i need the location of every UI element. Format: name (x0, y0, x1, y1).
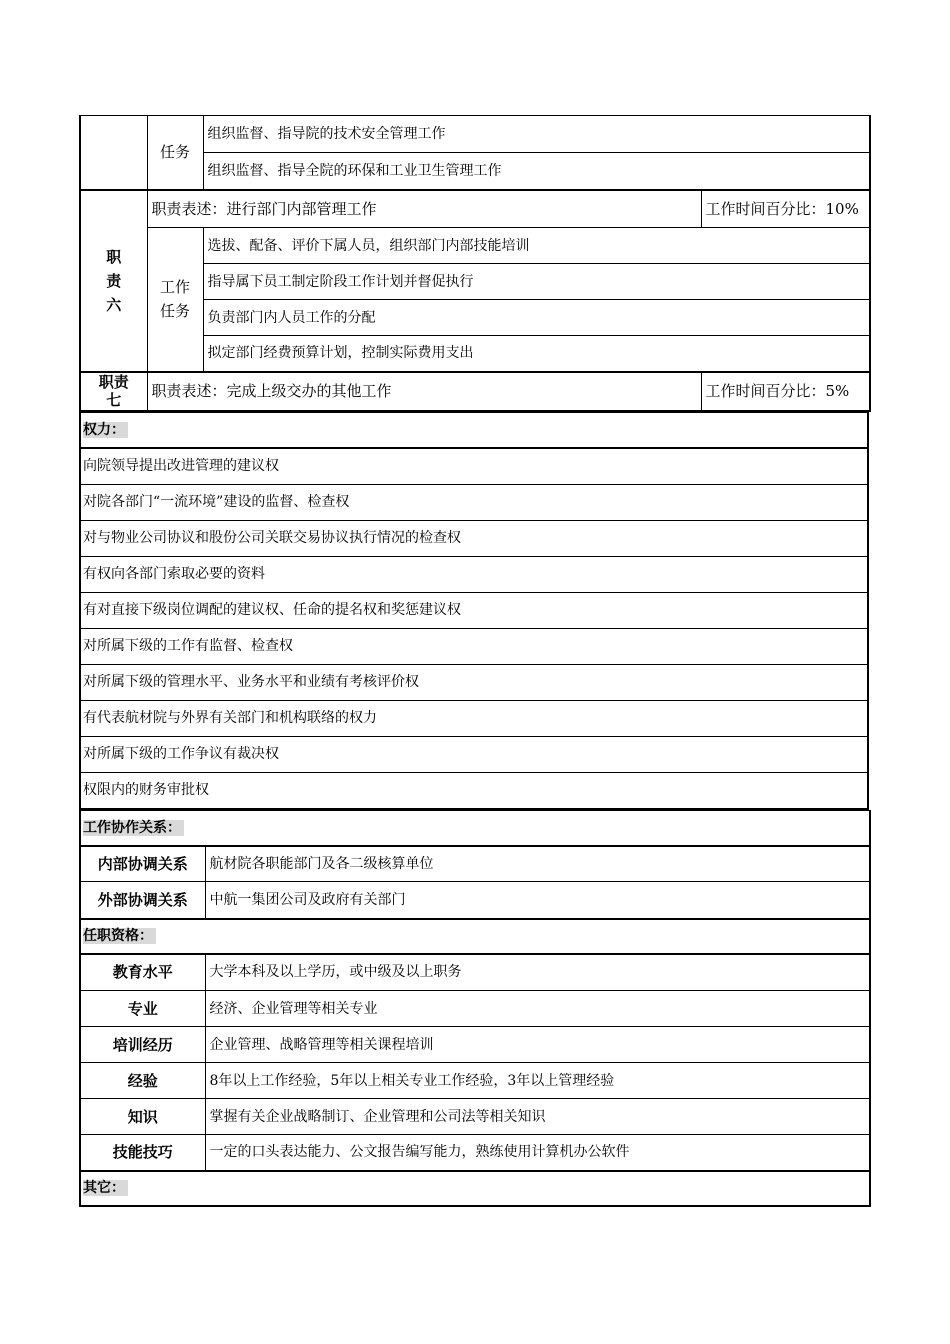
other-title-text: 其它： (83, 1180, 128, 1196)
relation-row (80, 846, 870, 882)
qualification-value: 8年以上工作经验，5年以上相关专业工作经验，3年以上管理经验 (205, 1063, 870, 1099)
qualification-value: 一定的口头表达能力、公文报告编写能力，熟练使用计算机办公软件 (205, 1135, 870, 1171)
duty6-task-1: 选拔、配备、评价下属人员，组织部门内部技能培训 (203, 228, 870, 264)
qualification-label: 经验 (80, 1063, 205, 1099)
power-item: 对院各部门“一流环境”建设的监督、检查权 (80, 484, 868, 520)
qualification-value: 大学本科及以上学历，或中级及以上职务 (205, 954, 870, 991)
power-item: 对所属下级的工作争议有裁决权 (80, 736, 868, 772)
relation-row (80, 882, 870, 919)
relation-value: 航材院各职能部门及各二级核算单位 (205, 846, 870, 882)
qualifications-title (80, 919, 870, 954)
duty5-task-row (80, 116, 870, 153)
duty6-description-row (80, 190, 870, 228)
relation-label: 内部协调关系 (80, 846, 205, 882)
relations-title-text: 工作协作关系： (83, 820, 184, 836)
duty6-task-2: 指导属下员工制定阶段工作计划并督促执行 (203, 264, 870, 300)
qualifications-title-text: 任职资格： (83, 928, 156, 944)
relation-label: 外部协调关系 (80, 882, 205, 919)
other-row (80, 1171, 870, 1206)
other-title (80, 1171, 870, 1206)
duty5-task-2: 组织监督、指导全院的环保和工业卫生管理工作 (203, 153, 870, 190)
duty5-task-1: 组织监督、指导院的技术安全管理工作 (203, 116, 870, 153)
duty6-label (80, 190, 147, 372)
powers-title (80, 412, 868, 448)
qualification-row (80, 1099, 870, 1135)
duty6-task-label-line: 任务 (159, 302, 190, 321)
duty7-label-line: 七 (106, 391, 122, 409)
qualification-row (80, 954, 870, 991)
power-item: 有对直接下级岗位调配的建议权、任命的提名权和奖惩建议权 (80, 592, 868, 628)
powers-title-text: 权力： (83, 422, 128, 438)
powers-header-row (80, 412, 868, 448)
qualification-value: 企业管理、战略管理等相关课程培训 (205, 1027, 870, 1063)
power-item: 对与物业公司协议和股份公司关联交易协议执行情况的检查权 (80, 520, 868, 556)
relations-header-row (80, 811, 870, 846)
duty6-time-percent: 工作时间百分比：10% (701, 190, 870, 228)
duty6-task-3: 负责部门内人员工作的分配 (203, 300, 870, 336)
duty5-task-label: 任务 (147, 116, 203, 190)
duty7-label-line: 职责 (98, 373, 129, 391)
duty7-label (80, 372, 147, 411)
qualification-row (80, 1135, 870, 1171)
duty6-task-label (147, 228, 203, 372)
relations-title (80, 811, 870, 846)
power-item: 有权向各部门索取必要的资料 (80, 556, 868, 592)
qualification-row (80, 1063, 870, 1099)
job-description-sheet (79, 115, 871, 1207)
duty7-row (80, 372, 870, 411)
qualification-label: 技能技巧 (80, 1135, 205, 1171)
qualification-row (80, 991, 870, 1027)
duties-table (79, 115, 871, 412)
duty6-label-char: 六 (106, 295, 122, 314)
qualification-label: 培训经历 (80, 1027, 205, 1063)
qualification-value: 经济、企业管理等相关专业 (205, 991, 870, 1027)
duty6-task-4: 拟定部门经费预算计划，控制实际费用支出 (203, 336, 870, 372)
qualification-label: 知识 (80, 1099, 205, 1135)
duty7-time-percent: 工作时间百分比：5% (701, 372, 870, 411)
power-item: 对所属下级的工作有监督、检查权 (80, 628, 868, 664)
relation-value: 中航一集团公司及政府有关部门 (205, 882, 870, 919)
relations-qualifications-table (79, 810, 871, 1207)
duty5-label-cell (80, 116, 147, 190)
qualification-row (80, 1027, 870, 1063)
powers-table (79, 412, 869, 811)
duty6-task-row (80, 228, 870, 264)
qualifications-header-row (80, 919, 870, 954)
duty6-description: 职责表述：进行部门内部管理工作 (147, 190, 701, 228)
power-item: 有代表航材院与外界有关部门和机构联络的权力 (80, 700, 868, 736)
power-item: 权限内的财务审批权 (80, 772, 868, 809)
power-item: 对所属下级的管理水平、业务水平和业绩有考核评价权 (80, 664, 868, 700)
qualification-value: 掌握有关企业战略制订、企业管理和公司法等相关知识 (205, 1099, 870, 1135)
duty6-label-char: 责 (106, 271, 122, 290)
qualification-label: 专业 (80, 991, 205, 1027)
duty7-description: 职责表述：完成上级交办的其他工作 (147, 372, 701, 411)
duty6-label-char: 职 (106, 247, 122, 266)
duty6-task-label-line: 工作 (159, 278, 190, 297)
qualification-label: 教育水平 (80, 954, 205, 991)
power-item: 向院领导提出改进管理的建议权 (80, 448, 868, 484)
